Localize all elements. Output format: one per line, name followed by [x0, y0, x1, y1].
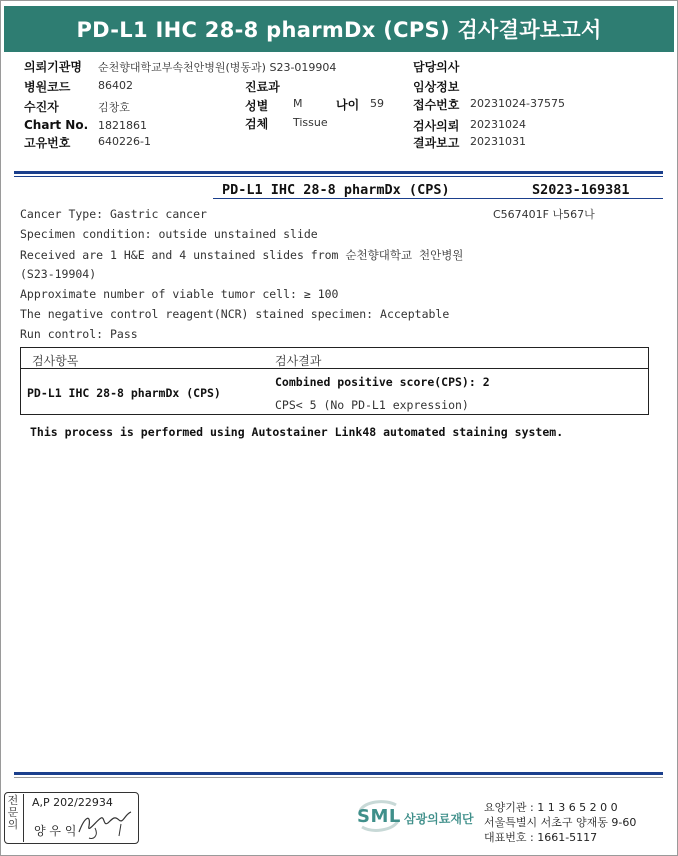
request-date-label: 검사의뢰	[413, 119, 460, 133]
chart-no-label: Chart No.	[24, 118, 89, 132]
signer-code: A,P 202/22934	[32, 796, 113, 809]
report-date-value: 20231031	[470, 135, 526, 148]
institution-value: 순천향대학교부속천안병원(병동과) S23-019904	[98, 61, 337, 74]
report-title-underline	[213, 198, 663, 199]
table-header-item: 검사항목	[32, 354, 79, 368]
report-main-title: PD-L1 IHC 28-8 pharmDx (CPS) 검사결과보고서	[76, 18, 602, 42]
cps-score-value: Combined positive score(CPS): 2	[275, 375, 490, 389]
department-label: 진료과	[245, 80, 280, 94]
institution-code-line: 요양기관 : 1 1 3 6 5 2 0 0	[484, 801, 618, 814]
unique-id-label: 고유번호	[24, 136, 71, 150]
physician-label: 담당의사	[413, 60, 460, 74]
age-value: 59	[370, 97, 384, 110]
specimen-condition-line: Specimen condition: outside unstained slide	[20, 227, 318, 241]
unique-id-value: 640226-1	[98, 135, 151, 148]
report-title-bar	[4, 6, 674, 52]
table-item-value: PD-L1 IHC 28-8 pharmDx (CPS)	[27, 386, 221, 400]
specimen-label: 검체	[245, 117, 269, 131]
run-control-line: Run control: Pass	[20, 327, 138, 341]
cps-interpretation: CPS< 5 (No PD-L1 expression)	[275, 398, 469, 412]
request-date-value: 20231024	[470, 118, 526, 131]
received-slides-line: Received are 1 H&E and 4 unstained slides from 순천향대학교 천안병원	[20, 248, 464, 262]
accession-value: 20231024-37575	[470, 97, 565, 110]
header-divider-thick	[14, 171, 663, 174]
result-table-header-divider	[20, 368, 649, 369]
org-name: 삼광의료재단	[404, 812, 474, 826]
institution-label: 의뢰기관명	[24, 60, 82, 74]
handwritten-signature	[75, 806, 135, 842]
sex-label: 성별	[245, 99, 269, 113]
signer-name: 양 우 익	[34, 824, 77, 838]
table-header-result: 검사결과	[275, 354, 322, 368]
signature-box-divider	[23, 794, 24, 842]
report-sub-code: C567401F 나567나	[493, 208, 595, 221]
phone-line: 대표번호 : 1661-5117	[484, 831, 598, 844]
cancer-type-line: Cancer Type: Gastric cancer	[20, 207, 207, 221]
header-divider-thin	[14, 176, 663, 177]
ncr-line: The negative control reagent(NCR) stained specimen: Acceptable	[20, 307, 450, 321]
report-number: S2023-169381	[532, 182, 630, 198]
viable-tumor-line: Approximate number of viable tumor cell: ≥ 100	[20, 287, 339, 301]
age-label: 나이	[336, 98, 360, 112]
sex-value: M	[293, 97, 303, 110]
chart-no-value: 1821861	[98, 119, 147, 132]
sml-logo-text: SML	[357, 806, 401, 827]
specimen-value: Tissue	[293, 116, 328, 129]
footer-divider-thin	[14, 777, 663, 778]
clinical-info-label: 임상정보	[413, 80, 460, 94]
address-line: 서울특별시 서초구 양재동 9-60	[484, 816, 637, 829]
hospital-code-value: 86402	[98, 79, 133, 92]
footer-divider-thick	[14, 772, 663, 775]
process-footnote: This process is performed using Autostainer Link48 automated staining system.	[30, 425, 564, 439]
report-test-name: PD-L1 IHC 28-8 pharmDx (CPS)	[222, 182, 450, 198]
hospital-code-label: 병원코드	[24, 80, 71, 94]
signer-role: 전 문 의	[7, 794, 19, 831]
report-date-label: 결과보고	[413, 136, 460, 150]
patient-value: 김창호	[98, 101, 130, 114]
accession-label: 접수번호	[413, 98, 460, 112]
patient-label: 수진자	[24, 100, 59, 114]
received-slides-ref-line: (S23-19904)	[20, 267, 97, 281]
